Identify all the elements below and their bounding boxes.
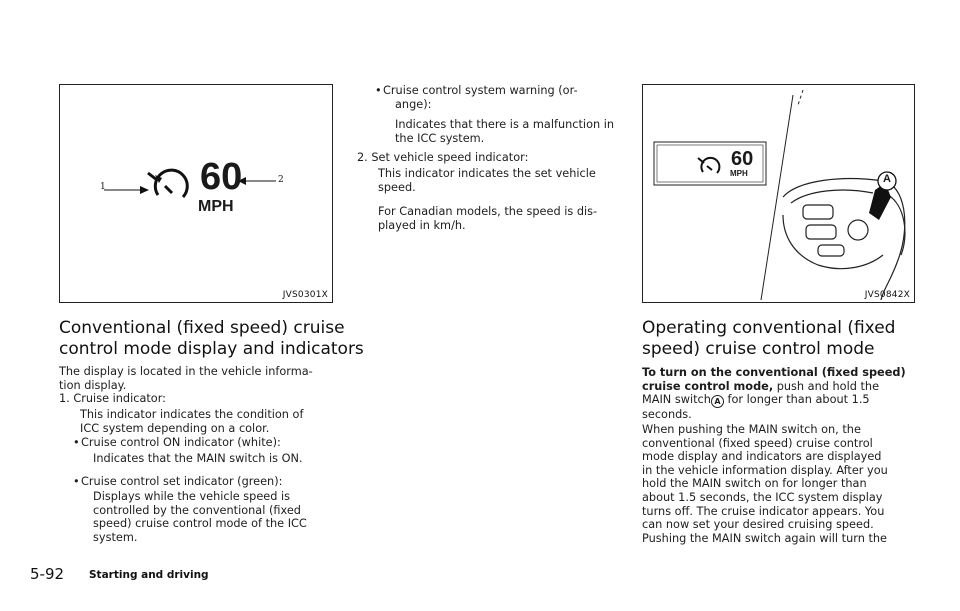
text-line: Pushing the MAIN switch again will turn the (642, 531, 887, 545)
cruise-indicator-icon (148, 170, 187, 197)
callout-a-badge: A (711, 395, 724, 408)
page-number: 5-92 (30, 565, 65, 583)
text-line: ange): (395, 97, 432, 111)
text-line: about 1.5 seconds, the ICC system display (642, 490, 883, 504)
speed-unit: MPH (198, 198, 234, 215)
text-line: controlled by the conventional (fixed (93, 503, 301, 517)
set-speed-value: 60 (731, 148, 754, 170)
section-heading-operating (642, 318, 895, 360)
text-line: MAIN switch (642, 393, 711, 407)
text-line: Cruise control system warning (or- (383, 84, 578, 97)
bullet-cruise-set-desc (93, 490, 307, 544)
speed-unit: MPH (730, 169, 748, 178)
item-2-desc (378, 167, 596, 194)
figure-cruise-display (59, 84, 333, 303)
text-line: For Canadian models, the speed is dis- (378, 205, 598, 218)
heading-line: speed) cruise control mode (642, 339, 875, 359)
item-2-canada-note (378, 205, 597, 232)
callout-2: 2 (278, 175, 284, 185)
turn-on-paragraph (642, 366, 906, 422)
text-line: speed) cruise control mode of the ICC (93, 517, 307, 531)
bullet-cruise-on-desc: Indicates that the MAIN switch is ON. (93, 452, 303, 465)
text-line: turns off. The cruise indicator appears. You (642, 504, 885, 518)
section-title: Starting and driving (89, 569, 209, 581)
text-line: can now set your desired cruising speed. (642, 518, 874, 532)
bullet-system-warning (383, 84, 578, 111)
text-line: tion display. (59, 378, 127, 392)
text-line: the ICC system. (395, 131, 485, 145)
text-line: mode display and indicators are displayed (642, 450, 882, 464)
item-2-label: 2. Set vehicle speed indicator: (357, 151, 529, 164)
text-line: To turn on the conventional (fixed speed) (642, 366, 906, 379)
text-line: hold the MAIN switch on for longer than (642, 477, 867, 491)
text-line: in the vehicle information display. After you (642, 463, 888, 477)
text-line: system. (93, 530, 138, 544)
text-line: seconds. (642, 408, 692, 422)
intro-paragraph (59, 365, 313, 392)
callout-1: 1 (100, 182, 106, 192)
figure-code: JVS0301X (282, 290, 328, 300)
text-line: conventional (fixed speed) cruise control (642, 436, 873, 450)
figure-code: JVS0842X (864, 290, 910, 300)
item-1-desc (80, 408, 303, 435)
text-line: ICC system depending on a color. (80, 421, 270, 435)
text-line: The display is located in the vehicle informa- (59, 365, 313, 378)
item-1-label: 1. Cruise indicator: (59, 392, 166, 405)
text-line: for longer than about 1.5 (727, 393, 870, 407)
text-line: speed. (378, 180, 416, 194)
section-heading-display (59, 318, 364, 360)
bullet-cruise-on: • Cruise control ON indicator (white): (81, 436, 281, 450)
text-line: played in km/h. (378, 218, 466, 232)
bullet-cruise-set: • Cruise control set indicator (green): (81, 475, 282, 489)
operating-paragraph (642, 423, 888, 545)
callout-a: A (883, 173, 891, 185)
set-speed-value: 60 (200, 156, 243, 198)
text-line: Displays while the vehicle speed is (93, 490, 291, 503)
text-line: When pushing the MAIN switch on, the (642, 423, 861, 436)
text-line: cruise control mode, (642, 379, 774, 393)
text-line: push and hold the (773, 379, 880, 393)
figure-cruise-display-art (60, 85, 332, 302)
text-line: Indicates that there is a malfunction in (395, 118, 615, 131)
heading-line: Operating conventional (fixed (642, 318, 896, 338)
bullet-system-warning-desc (395, 118, 614, 145)
figure-steering-switch-art (643, 85, 914, 302)
heading-line: Conventional (fixed speed) cruise (59, 318, 345, 338)
text-line: This indicator indicates the condition of (80, 408, 304, 421)
figure-steering-switch (642, 84, 915, 303)
text-line: This indicator indicates the set vehicle (378, 167, 596, 180)
heading-line: control mode display and indicators (59, 339, 364, 359)
